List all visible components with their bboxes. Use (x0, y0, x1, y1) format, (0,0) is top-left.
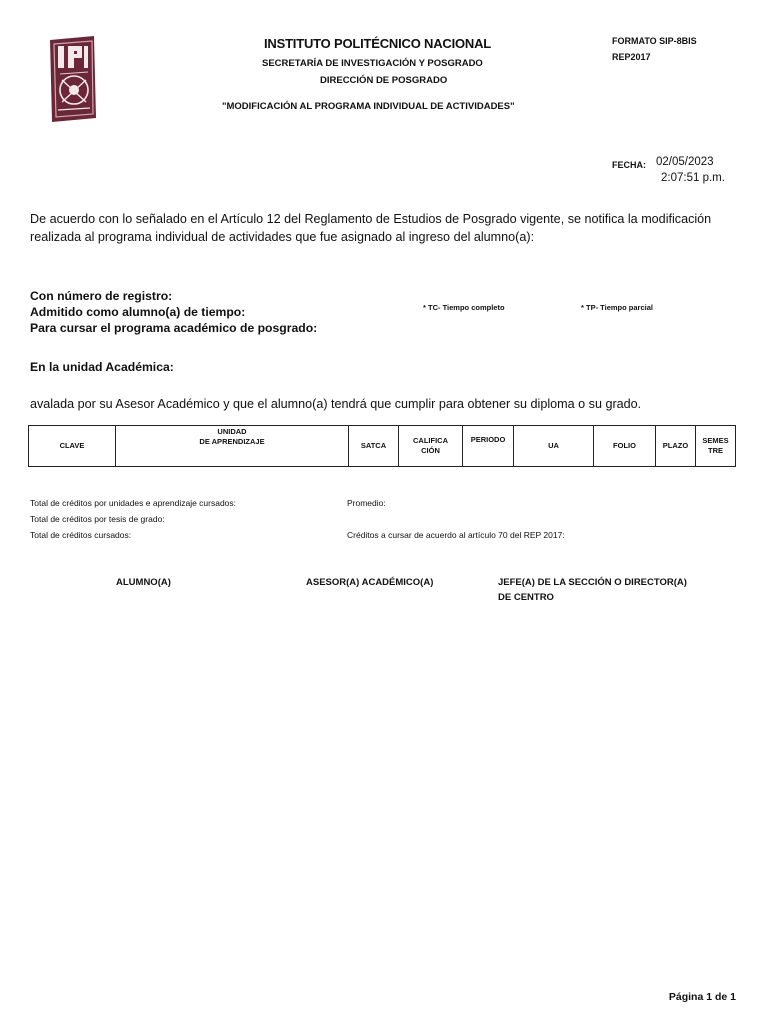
fecha-date: 02/05/2023 (656, 156, 714, 168)
signature-alumno: ALUMNO(A) (116, 577, 171, 588)
fecha-time: 2:07:51 p.m. (661, 172, 725, 184)
col-clave: CLAVE (29, 426, 116, 467)
total-tesis-label: Total de créditos por tesis de grado: (30, 514, 165, 524)
col-satca: SATCA (349, 426, 399, 467)
direction-name: DIRECCIÓN DE POSGRADO (320, 75, 448, 86)
total-cursados-label: Total de créditos cursados: (30, 530, 132, 540)
col-ua: UA (514, 426, 594, 467)
signature-jefe (498, 575, 687, 605)
table-header-row (29, 426, 736, 467)
intro-paragraph: De acuerdo con lo señalado en el Artículo 12 del Reglamento de Estudios de Posgrado vigente, se notifica la modificación realizada al programa individual de actividades que fue asignado al ingreso del alumno(a): (30, 212, 712, 244)
col-semestre: SEMES TRE (696, 426, 736, 467)
programa-label: Para cursar el programa académico de posgrado: (30, 321, 318, 335)
signature-asesor: ASESOR(A) ACADÉMICO(A) (306, 577, 434, 588)
tiempo-label: Admitido como alumno(a) de tiempo: (30, 305, 246, 319)
col-periodo: PERIODO (463, 426, 514, 467)
unidad-academica-label: En la unidad Académica: (30, 360, 174, 374)
avalada-text: avalada por su Asesor Académico y que el alumno(a) tendrá que cumplir para obtener su diploma o su grado. (30, 397, 642, 411)
signature-jefe-line1: JEFE(A) DE LA SECCIÓN O DIRECTOR(A) (498, 577, 687, 588)
activities-table (28, 425, 736, 467)
tc-note: * TC- Tiempo completo (423, 303, 505, 312)
total-unidades-label: Total de créditos por unidades e aprendizaje cursados: (30, 498, 237, 508)
col-folio: FOLIO (594, 426, 656, 467)
secretariat-name: SECRETARÍA DE INVESTIGACIÓN Y POSGRADO (262, 58, 483, 69)
page-number: Página 1 de 1 (668, 991, 736, 1003)
promedio-label: Promedio: (347, 498, 386, 508)
registro-label: Con número de registro: (30, 289, 173, 303)
ipn-logo (44, 32, 100, 126)
format-code: FORMATO SIP-8BIS (612, 36, 697, 46)
signature-jefe-line2: DE CENTRO (498, 592, 554, 603)
form-title: "MODIFICACIÓN AL PROGRAMA INDIVIDUAL DE ACTIVIDADES" (222, 101, 515, 112)
col-plazo: PLAZO (656, 426, 696, 467)
fecha-label: FECHA: (612, 160, 646, 170)
col-unidad-aprendizaje: UNIDAD DE APRENDIZAJE (116, 426, 349, 467)
institution-name: INSTITUTO POLITÉCNICO NACIONAL (264, 36, 492, 51)
tp-note: * TP- Tiempo parcial (581, 303, 653, 312)
creditos-a-cursar-label: Créditos a cursar de acuerdo al artículo 70 del REP 2017: (347, 530, 565, 540)
format-revision: REP2017 (612, 52, 651, 62)
col-calificacion: CALIFICA CIÓN (399, 426, 463, 467)
